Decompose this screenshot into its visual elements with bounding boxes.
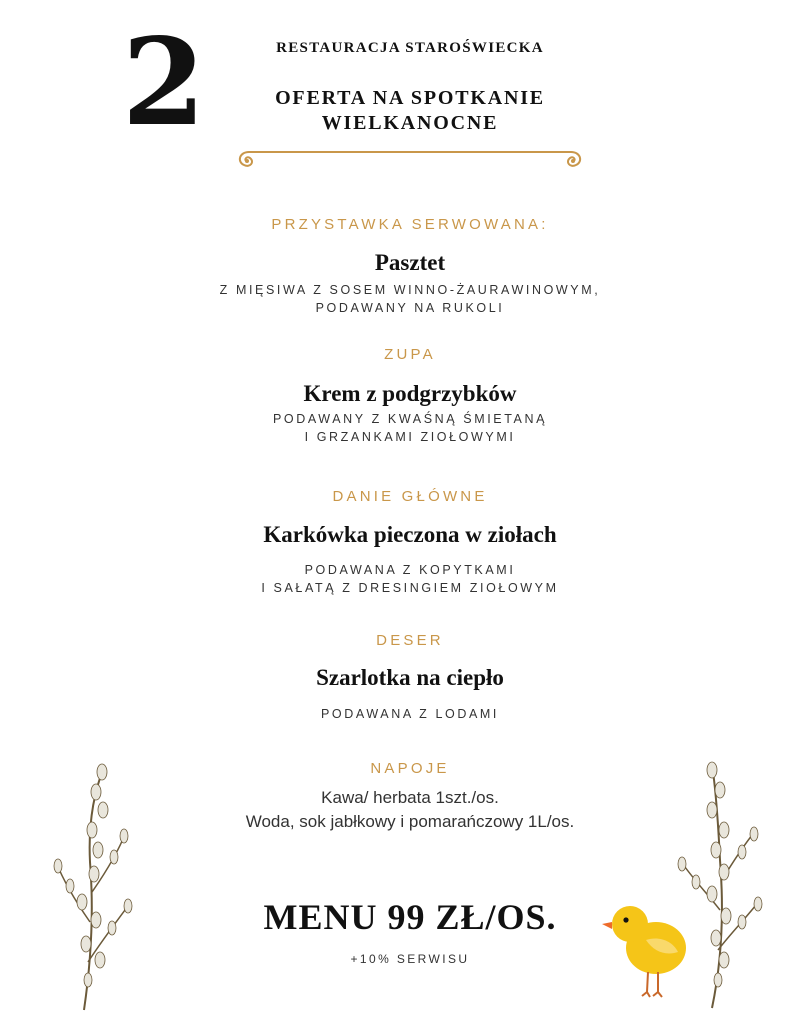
course-label-starter: PRZYSTAWKA SERWOWANA:	[271, 216, 549, 233]
dish-name-dessert: Szarlotka na ciepło	[316, 665, 504, 690]
dish-desc-line: Z MIĘSIWA Z SOSEM WINNO-ŻAURAWINOWYM,	[219, 283, 601, 297]
dish-desc-line: PODAWANY Z KWAŚNĄ ŚMIETANĄ	[272, 412, 548, 426]
dish-desc-line: I SAŁATĄ Z DRESINGIEM ZIOŁOWYM	[261, 581, 559, 595]
drinks-label: NAPOJE	[370, 760, 450, 777]
menu-number: 2	[122, 12, 206, 153]
course-label-dessert: DESER	[376, 632, 444, 649]
ornament-divider	[235, 146, 585, 176]
dish-desc-dessert	[0, 705, 791, 723]
dish-name-main: Karkówka pieczona w ziołach	[263, 522, 557, 547]
course-label-main: DANIE GŁÓWNE	[332, 488, 488, 505]
offer-title	[240, 86, 580, 136]
dish-desc-line: PODAWANA Z LODAMI	[320, 707, 499, 721]
menu-price: MENU 99 ZŁ/OS.	[263, 897, 557, 937]
dish-desc-main	[0, 561, 791, 597]
drinks-line: Woda, sok jabłkowy i pomarańczowy 1L/os.	[245, 812, 575, 831]
dish-desc-soup	[0, 410, 791, 446]
dish-name-soup: Krem z podgrzybków	[303, 381, 517, 406]
willow-branch-icon	[46, 762, 146, 1012]
offer-title-line1: OFERTA NA SPOTKANIE	[275, 87, 545, 109]
drinks-line: Kawa/ herbata 1szt./os.	[321, 788, 499, 807]
dish-desc-line: I GRZANKAMI ZIOŁOWYMI	[304, 430, 516, 444]
dish-desc-line: PODAWANA Z KOPYTKAMI	[304, 563, 516, 577]
chick-icon	[600, 900, 695, 1000]
offer-title-line2: WIELKANOCNE	[321, 112, 499, 134]
service-charge: +10% SERWISU	[350, 952, 470, 966]
restaurant-name: RESTAURACJA STAROŚWIECKA	[276, 40, 544, 56]
course-label-soup: ZUPA	[384, 346, 436, 363]
dish-desc-line: PODAWANY NA RUKOLI	[315, 301, 505, 315]
dish-name-starter: Pasztet	[374, 250, 446, 275]
dish-desc-starter	[0, 281, 791, 317]
